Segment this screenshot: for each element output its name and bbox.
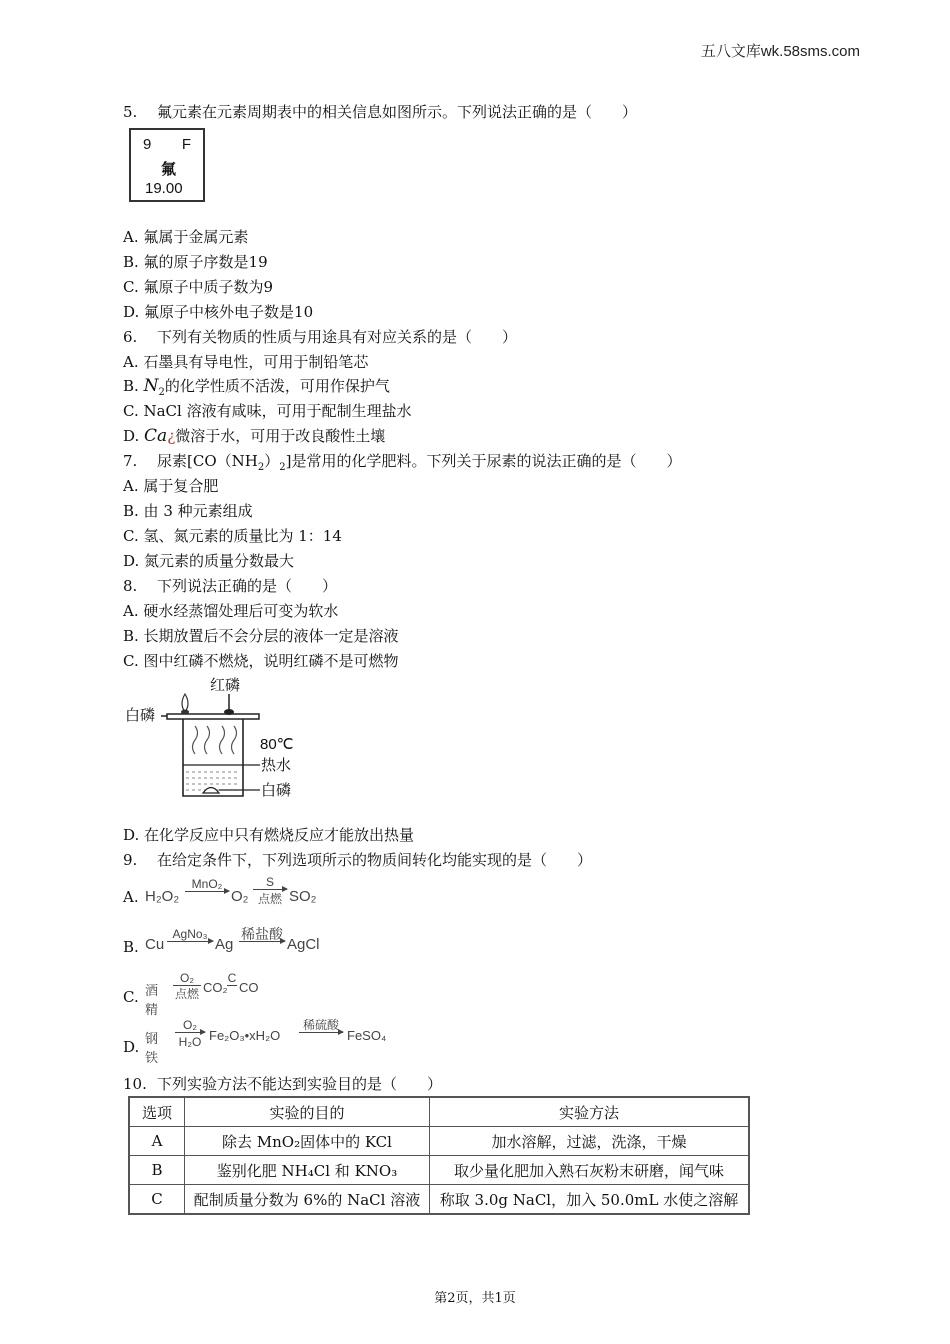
red-phosphorus-dot [224,709,234,715]
question-number: 8. [123,577,138,595]
experiment-table [128,1096,750,1215]
question-text: 氟元素在元素周期表中的相关信息如图所示。下列说法正确的是（ ） [157,103,638,121]
header-cell: 实验方法 [430,1097,750,1127]
question-number: 9. [123,851,138,869]
option-text: 的化学性质不活泼，可用作保护气 [164,377,390,395]
species: H₂O₂ [145,888,180,905]
arrow-condition: 点燃 [174,987,199,1001]
reaction-arrow [239,928,285,942]
flame-icon [182,694,188,712]
option-label: B. [123,377,144,395]
element-card-fluorine [129,128,205,202]
reaction-arrow [253,876,287,906]
atomic-number: 9 [143,136,152,153]
submerged-white-phosphorus [203,788,219,794]
header-cell: 选项 [129,1097,185,1127]
arrow-condition: S [265,875,274,889]
species: CO₂ [203,980,228,995]
question-number: 10. [123,1075,147,1093]
option-label: C. [123,988,139,1006]
table-cell: 加水溶解，过滤，洗涤，干燥 [430,1127,750,1156]
arrow-condition: H₂O [178,1035,202,1049]
species: O₂ [231,888,249,905]
question-5 [123,102,637,122]
table-cell: 除去 MnO₂固体中的 KCl [185,1127,430,1156]
option-d: D. 氮元素的质量分数最大 [123,552,295,570]
reaction-arrow [185,878,229,892]
option-a: A. 硬水经蒸馏处理后可变为软水 [123,602,339,620]
table-cell: A [129,1127,185,1156]
arrow-condition: 点燃 [257,892,282,906]
table-cell: B [129,1156,185,1185]
question-text: 尿素$[CO(NH_2)_2]$是常用的化学肥料。下列关于尿素的说法正确的是（ ） [157,452,682,473]
table-cell: 取少量化肥加入熟石灰粉末研磨，闻气味 [430,1156,750,1185]
question-number: 6. [123,328,138,346]
option-a: A. 石墨具有导电性，可用于制铅笔芯 [123,353,369,371]
header-cell: 实验的目的 [185,1097,430,1127]
question-7 [123,451,681,478]
species: CO [239,980,259,995]
label-white-phosphorus-bottom: 白磷 [261,782,292,799]
page-footer: 第2页，共1页 [434,1291,516,1306]
element-name: 氟 [161,161,177,178]
species: 钢铁 [145,1031,159,1065]
vapor-icon [232,726,237,754]
label-white-phosphorus-top: 白磷 [125,707,156,724]
label-hot-water: 热水 [261,757,292,774]
arrow-condition: 稀盐酸 [241,926,283,942]
species: 酒精 [145,983,159,1017]
table-cell: 称取 3.0g NaCl，加入 50.0mL 水使之溶解 [430,1185,750,1215]
option-b: B. 由 3 种元素组成 [123,502,253,520]
option-label: A. [123,888,139,906]
label-temperature: 80℃ [260,736,294,753]
label-red-phosphorus: 红磷 [210,677,241,694]
reaction-arrow [227,972,237,986]
question-text: 下列有关物质的性质与用途具有对应关系的是（ ） [157,328,518,346]
table-row [129,1185,749,1215]
reaction-arrow [167,928,213,942]
arrow-condition: MnO₂ [191,877,223,891]
option-label: D. [123,1038,140,1056]
table-cell: 鉴别化肥 NH₄Cl 和 KNO₃ [185,1156,430,1185]
option-text: 微溶于水，可用于改良酸性土壤 [175,427,386,445]
option-c: C. NaCl 溶液有咸味，可用于配制生理盐水 [123,402,412,420]
species: SO₂ [289,888,317,905]
arrow-condition: 稀硫酸 [302,1018,339,1032]
arrow-condition: C [227,971,237,985]
question-number: 7. [123,452,138,470]
option-label: D. [123,427,145,445]
option-c: C. 氟原子中质子数为9 [123,278,274,296]
species: Cu [145,936,165,953]
option-b: B. 氟的原子序数是19 [123,253,268,271]
white-phosphorus-dot [181,710,189,715]
species: Fe₂O₃•xH₂O [209,1028,281,1043]
question-text: 下列说法正确的是（ ） [157,577,338,595]
formula: N [143,376,159,396]
table-header-row [129,1097,749,1127]
table-cell: C [129,1185,185,1215]
formula: Ca [144,426,168,446]
option-d [123,426,385,446]
table-row [129,1156,749,1185]
table-cell: 配制质量分数为 6%的 NaCl 溶液 [185,1185,430,1215]
option-b: B. 长期放置后不会分层的液体一定是溶液 [123,627,399,645]
question-text: 下列实验方法不能达到实验目的是（ ） [157,1075,443,1093]
question-9 [123,850,592,870]
atomic-mass: 19.00 [145,180,183,197]
option-d: D. 氟原子中核外电子数是10 [123,303,314,321]
option-a: A. 属于复合肥 [123,477,219,495]
reaction-arrow [173,972,201,1001]
vapor-icon [193,726,198,754]
arrow-condition: O₂ [183,1018,197,1032]
table-row [129,1127,749,1156]
species: AgCl [287,936,320,953]
vapor-icon [205,726,210,754]
question-number: 5. [123,103,138,121]
question-10 [123,1074,442,1094]
arrow-condition: O₂ [180,971,194,985]
element-symbol: F [181,136,191,153]
reaction-arrow [175,1019,205,1049]
arrow-condition: AgNo₃ [172,927,208,941]
option-c: C. 图中红磷不燃烧，说明红磷不是可燃物 [123,652,399,670]
option-d: D. 在化学反应中只有燃烧反应才能放出热量 [123,826,415,844]
copper-plate [167,714,259,719]
formula-subscript: 2 [158,387,165,398]
option-a: A. 氟属于金属元素 [123,228,249,246]
phosphorus-combustion-figure [123,672,313,807]
garbled-glyph: ¿ [167,427,176,445]
question-6 [123,327,517,347]
question-8 [123,576,337,596]
reaction-arrow [299,1019,343,1033]
species: FeSO₄ [347,1028,387,1043]
option-label: B. [123,938,139,956]
watermark: 五八文库wk.58sms.com [700,43,860,60]
option-b [123,376,390,403]
species: Ag [215,936,234,953]
vapor-icon [220,726,225,754]
option-c: C. 氢、氮元素的质量比为 1：14 [123,527,342,545]
question-text: 在给定条件下，下列选项所示的物质间转化均能实现的是（ ） [157,851,593,869]
